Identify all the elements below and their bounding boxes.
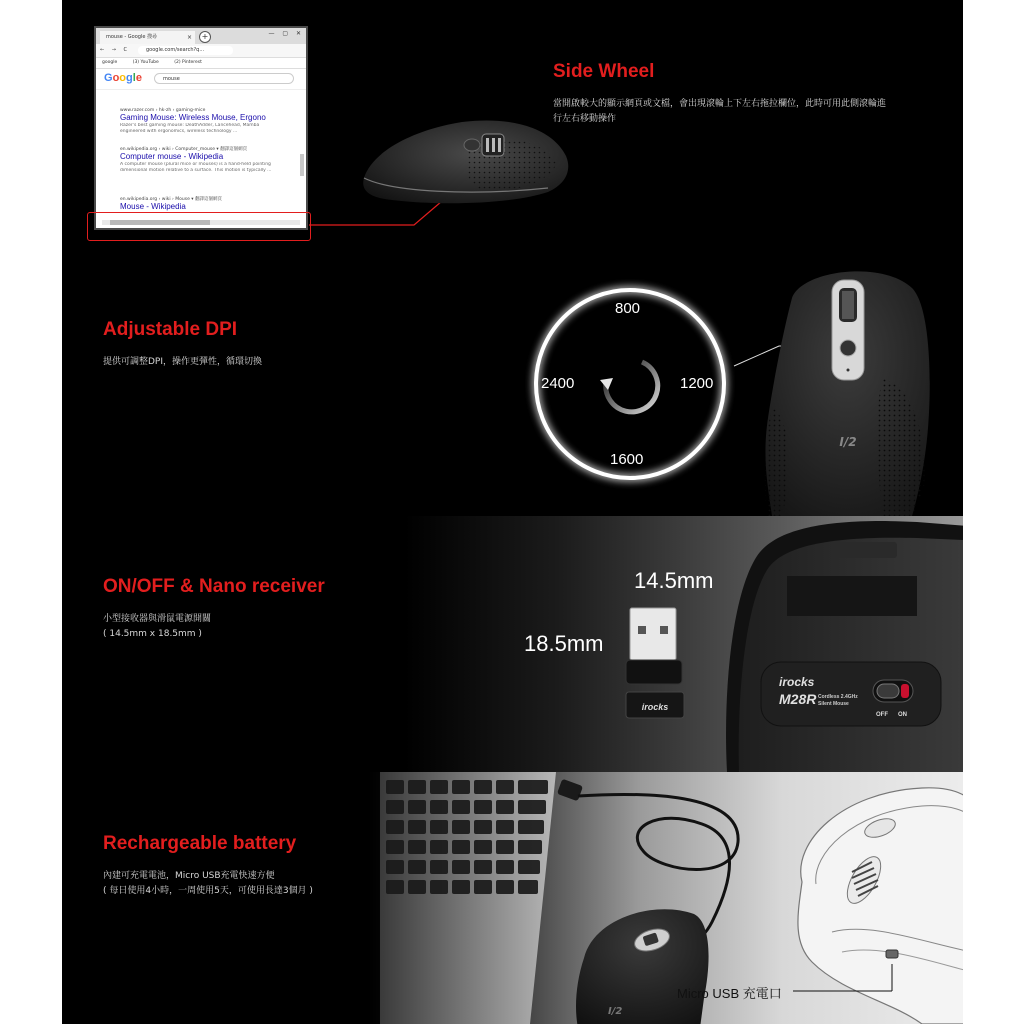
result-title: Computer mouse - Wikipedia xyxy=(120,152,224,161)
description-line: ( 每日使用4小時，一周使用5天，可使用長達3個月 ) xyxy=(103,886,313,896)
dpi-value-left: 2400 xyxy=(541,375,575,392)
switch-on-label: ON xyxy=(898,712,907,718)
switch-off-label: OFF xyxy=(876,712,888,718)
bookmark-item: google xyxy=(102,60,118,65)
search-query: mouse xyxy=(154,73,294,84)
model-subtitle-1: Cordless 2.4GHz xyxy=(818,694,858,700)
section-title: Rechargeable battery xyxy=(103,833,297,854)
google-logo: Google xyxy=(104,72,142,84)
mouse-top-image xyxy=(762,258,942,516)
usb-port-pointer xyxy=(62,772,963,1024)
dpi-value-top: 800 xyxy=(615,300,641,317)
svg-text:I/2: I/2 xyxy=(839,435,857,449)
dongle-brand: irocks xyxy=(641,702,669,712)
result-url: en.wikipedia.org › wiki › Mouse ▾ 翻譯這個網頁 xyxy=(120,197,222,202)
section-receiver xyxy=(62,516,963,772)
mouse-brand: irocks xyxy=(779,675,815,689)
dpi-value-right: 1200 xyxy=(680,375,714,392)
micro-usb-label: Micro USB 充電口 xyxy=(677,986,782,1001)
result-snippet: Razer's best gaming mouse: DeathAdder, Lancehead, Mamba xyxy=(120,123,260,128)
section-dpi xyxy=(62,258,963,516)
result-url: www.razer.com › hk-zh › gaming-mice xyxy=(120,108,206,113)
mouse-model: M28R xyxy=(779,691,817,707)
model-subtitle-2: Silent Mouse xyxy=(818,701,849,707)
mouse-underside-image xyxy=(717,516,963,772)
section-title: Adjustable DPI xyxy=(103,319,238,340)
result-snippet: A computer mouse (plural mice or mouses) is a hand-held pointing xyxy=(120,162,271,167)
description-line: 內建可充電電池，Micro USB充電快速方便 xyxy=(103,871,275,881)
description-line: 當開啟較大的顯示網頁或文檔，會出現滾輪上下左右拖拉欄位，此時可用此側滾輪進 xyxy=(553,99,887,109)
description-line: ( 14.5mm x 18.5mm ) xyxy=(103,629,202,639)
description-line: 提供可調整DPI，操作更彈性，循環切換 xyxy=(103,357,263,367)
description-line: 小型接收器與滑鼠電源開關 xyxy=(103,614,212,624)
section-battery xyxy=(62,772,963,1024)
result-snippet: engineered with ergonomics, wireless technology ... xyxy=(120,129,238,134)
address-field: google.com/search?q... xyxy=(138,46,233,55)
result-title: Mouse - Wikipedia xyxy=(120,202,186,211)
result-snippet: dimensional motion relative to a surface. This motion is typically ... xyxy=(120,168,272,173)
new-tab-icon: + xyxy=(199,31,211,43)
section-description xyxy=(553,97,886,127)
section-title: Side Wheel xyxy=(553,61,655,82)
description-line: 行左右移動操作 xyxy=(553,114,617,124)
bookmark-item: (2) Pinterest xyxy=(174,60,202,65)
section-side-wheel xyxy=(62,0,963,258)
bookmark-item: (3) YouTube xyxy=(132,60,159,65)
receiver-width-label: 14.5mm xyxy=(634,568,714,593)
dpi-value-bottom: 1600 xyxy=(610,451,644,468)
section-title: ON/OFF & Nano receiver xyxy=(103,576,325,597)
result-title: Gaming Mouse: Wireless Mouse, Ergono xyxy=(120,113,266,122)
product-feature-page xyxy=(62,0,963,1024)
nano-receiver-image xyxy=(624,604,694,724)
result-url: en.wikipedia.org › wiki › Computer_mouse ▾ 翻譯這個網頁 xyxy=(120,147,248,152)
section-description xyxy=(103,612,211,642)
tab-title: mouse - Google 搜尋 xyxy=(106,34,157,40)
window-controls-icon: — ▢ ✕ xyxy=(268,30,304,37)
receiver-height-label: 18.5mm xyxy=(524,631,604,656)
close-icon: × xyxy=(186,34,192,41)
nav-arrows-icon: ← → C xyxy=(100,47,131,53)
svg-text:I/2: I/2 xyxy=(608,1006,623,1017)
